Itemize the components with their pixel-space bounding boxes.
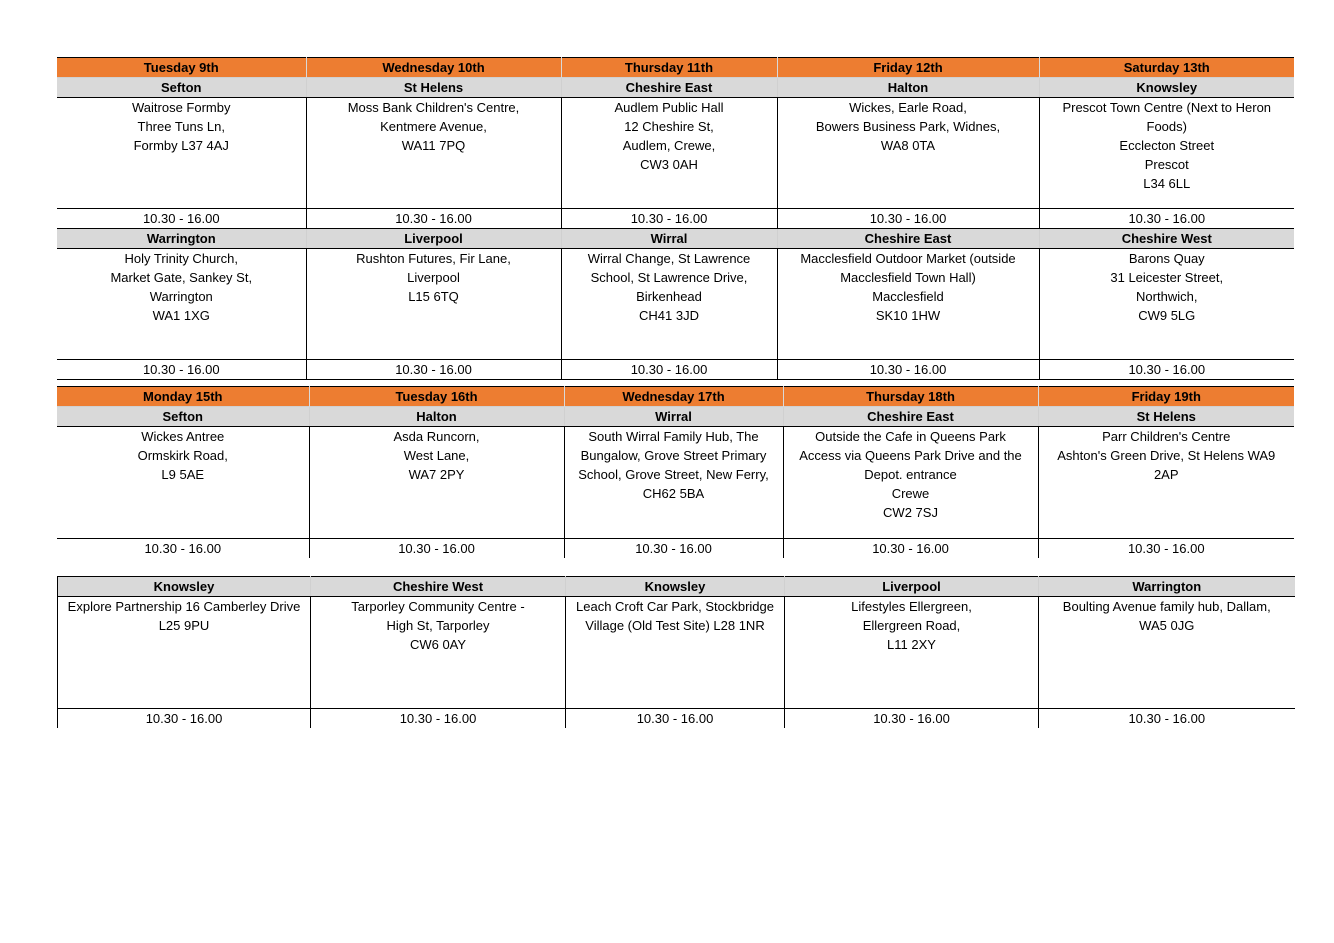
address-line: Rushton Futures, Fir Lane, [356,251,511,266]
address-line: Bungalow, Grove Street Primary [580,448,767,463]
address-line: SK10 1HW [875,308,941,323]
venue-address [309,427,564,539]
opening-hours: 10.30 - 16.00 [561,360,777,380]
area-name: St Helens [1038,407,1294,427]
area-name: Warrington [57,229,306,249]
area-name: Warrington [1039,577,1295,597]
area-name: Halton [309,407,564,427]
address-line: Audlem Public Hall [614,100,724,115]
day-header: Tuesday 9th [57,58,306,78]
venue-address [566,597,785,709]
address-line: Outside the Cafe in Queens Park [815,429,1006,444]
schedule-table-week2-second-slot [57,576,1295,728]
address-line: Explore Partnership 16 Camberley Drive [67,599,301,614]
address-line: Macclesfield Town Hall) [840,270,976,285]
address-line: WA8 0TA [880,138,936,153]
day-header: Monday 15th [57,387,309,407]
venue-address [1039,98,1294,209]
opening-hours: 10.30 - 16.00 [777,209,1039,229]
venue-address [57,98,306,209]
opening-hours: 10.30 - 16.00 [306,209,561,229]
address-line: WA5 0JG [1139,618,1195,633]
address-line: L25 9PU [158,618,210,633]
address-line: Depot. entrance [864,467,957,482]
address-line: Wickes, Earle Road, [849,100,967,115]
opening-hours: 10.30 - 16.00 [1038,539,1294,559]
address-line: Market Gate, Sankey St, [110,270,253,285]
address-line: Leach Croft Car Park, Stockbridge [576,599,774,614]
venue-address [777,98,1039,209]
opening-hours: 10.30 - 16.00 [566,709,785,729]
address-line: CW9 5LG [1138,308,1196,323]
opening-hours: 10.30 - 16.00 [57,209,306,229]
day-header-row [57,387,1294,407]
address-line: School, St Lawrence Drive, [590,270,748,285]
area-name: Sefton [57,407,309,427]
area-name: Sefton [57,78,306,98]
address-line: Holy Trinity Church, [124,251,238,266]
venue-address [777,249,1039,360]
opening-hours: 10.30 - 16.00 [785,709,1039,729]
opening-hours: 10.30 - 16.00 [311,709,566,729]
address-line: WA7 2PY [408,467,465,482]
area-name: Liverpool [785,577,1039,597]
venue-address [783,427,1038,539]
venue-address [561,98,777,209]
area-name: Cheshire East [561,78,777,98]
address-line: Access via Queens Park Drive and the [799,448,1022,463]
opening-hours: 10.30 - 16.00 [306,360,561,380]
address-line: CW2 7SJ [883,505,938,520]
address-row [57,427,1294,539]
area-row [57,78,1294,98]
address-line: School, Grove Street, New Ferry, [578,467,769,482]
address-line: WA1 1XG [152,308,210,323]
venue-address [311,597,566,709]
area-name: Wirral [564,407,783,427]
address-line: Prescot Town Centre (Next to Heron [1062,100,1272,115]
address-line: Kentmere Avenue, [380,119,487,134]
address-line: Crewe [891,486,930,501]
address-line: West Lane, [403,448,470,463]
address-line: Boulting Avenue family hub, Dallam, [1062,599,1271,614]
area-name: Knowsley [58,577,311,597]
venue-address [306,98,561,209]
address-row [58,597,1295,709]
address-line: CH41 3JD [639,308,699,323]
address-line: Liverpool [407,270,460,285]
area-name: St Helens [306,78,561,98]
address-line: CW3 0AH [640,157,698,172]
address-line: South Wirral Family Hub, The [588,429,759,444]
area-name: Cheshire East [777,229,1039,249]
address-line: Formby L37 4AJ [133,138,229,153]
opening-hours: 10.30 - 16.00 [1039,709,1295,729]
opening-hours: 10.30 - 16.00 [1039,360,1294,380]
address-line: Bowers Business Park, Widnes, [815,119,1001,134]
area-row [57,229,1294,249]
day-header: Wednesday 10th [306,58,561,78]
day-header: Saturday 13th [1039,58,1294,78]
day-header: Wednesday 17th [564,387,783,407]
schedule-table-week2 [57,386,1294,558]
opening-hours: 10.30 - 16.00 [57,360,306,380]
venue-address [785,597,1039,709]
address-line: Warrington [149,289,213,304]
address-line: WA11 7PQ [401,138,466,153]
schedule-table-week1 [57,57,1294,380]
address-line: Birkenhead [636,289,702,304]
venue-address [1039,249,1294,360]
address-line: Ellergreen Road, [862,618,961,633]
address-line: L9 5AE [161,467,205,482]
area-name: Cheshire West [1039,229,1294,249]
address-line: Waitrose Formby [132,100,231,115]
area-name: Knowsley [566,577,785,597]
address-line: High St, Tarporley [386,618,490,633]
time-row [57,209,1294,229]
address-line: 12 Cheshire St, [624,119,714,134]
address-line: Ashton's Green Drive, St Helens WA9 [1057,448,1276,463]
opening-hours: 10.30 - 16.00 [309,539,564,559]
address-line: 31 Leicester Street, [1110,270,1224,285]
opening-hours: 10.30 - 16.00 [561,209,777,229]
opening-hours: 10.30 - 16.00 [1039,209,1294,229]
address-line: Foods) [1146,119,1187,134]
address-line: Macclesfield Outdoor Market (outside [800,251,1016,266]
opening-hours: 10.30 - 16.00 [58,709,311,729]
opening-hours: 10.30 - 16.00 [783,539,1038,559]
time-row [58,709,1295,729]
address-line: Lifestyles Ellergreen, [851,599,972,614]
day-header: Thursday 18th [783,387,1038,407]
day-header-row [57,58,1294,78]
area-name: Knowsley [1039,78,1294,98]
venue-address [57,427,309,539]
address-line: Audlem, Crewe, [622,138,716,153]
venue-address [306,249,561,360]
address-line: L34 6LL [1143,176,1191,191]
address-line: Moss Bank Children's Centre, [347,100,520,115]
day-header: Friday 12th [777,58,1039,78]
venue-address [58,597,311,709]
area-name: Cheshire East [783,407,1038,427]
address-line: L15 6TQ [408,289,459,304]
opening-hours: 10.30 - 16.00 [57,539,309,559]
day-header: Tuesday 16th [309,387,564,407]
address-line: Wirral Change, St Lawrence [587,251,751,266]
day-header: Thursday 11th [561,58,777,78]
address-line: Parr Children's Centre [1102,429,1231,444]
time-row [57,360,1294,380]
address-line: Barons Quay [1128,251,1205,266]
area-row [57,407,1294,427]
address-row [57,98,1294,209]
area-name: Cheshire West [311,577,566,597]
area-name: Liverpool [306,229,561,249]
address-line: CH62 5BA [642,486,705,501]
address-line: Ecclecton Street [1119,138,1215,153]
time-row [57,539,1294,559]
opening-hours: 10.30 - 16.00 [777,360,1039,380]
address-row [57,249,1294,360]
address-line: Wickes Antree [141,429,225,444]
day-header: Friday 19th [1038,387,1294,407]
area-row [58,577,1295,597]
address-line: CW6 0AY [409,637,467,652]
address-line: Ormskirk Road, [137,448,228,463]
address-line: Northwich, [1136,289,1198,304]
area-name: Wirral [561,229,777,249]
venue-address [57,249,306,360]
address-line: 2AP [1153,467,1179,482]
address-line: Three Tuns Ln, [137,119,225,134]
venue-address [1038,427,1294,539]
address-line: L11 2XY [887,637,936,652]
area-name: Halton [777,78,1039,98]
address-line: Prescot [1144,157,1189,172]
venue-address [561,249,777,360]
address-line: Village (Old Test Site) L28 1NR [585,618,765,633]
address-line: Tarporley Community Centre - [351,599,525,614]
address-line: Asda Runcorn, [393,429,480,444]
address-line: Macclesfield [872,289,944,304]
venue-address [564,427,783,539]
venue-address [1039,597,1295,709]
opening-hours: 10.30 - 16.00 [564,539,783,559]
